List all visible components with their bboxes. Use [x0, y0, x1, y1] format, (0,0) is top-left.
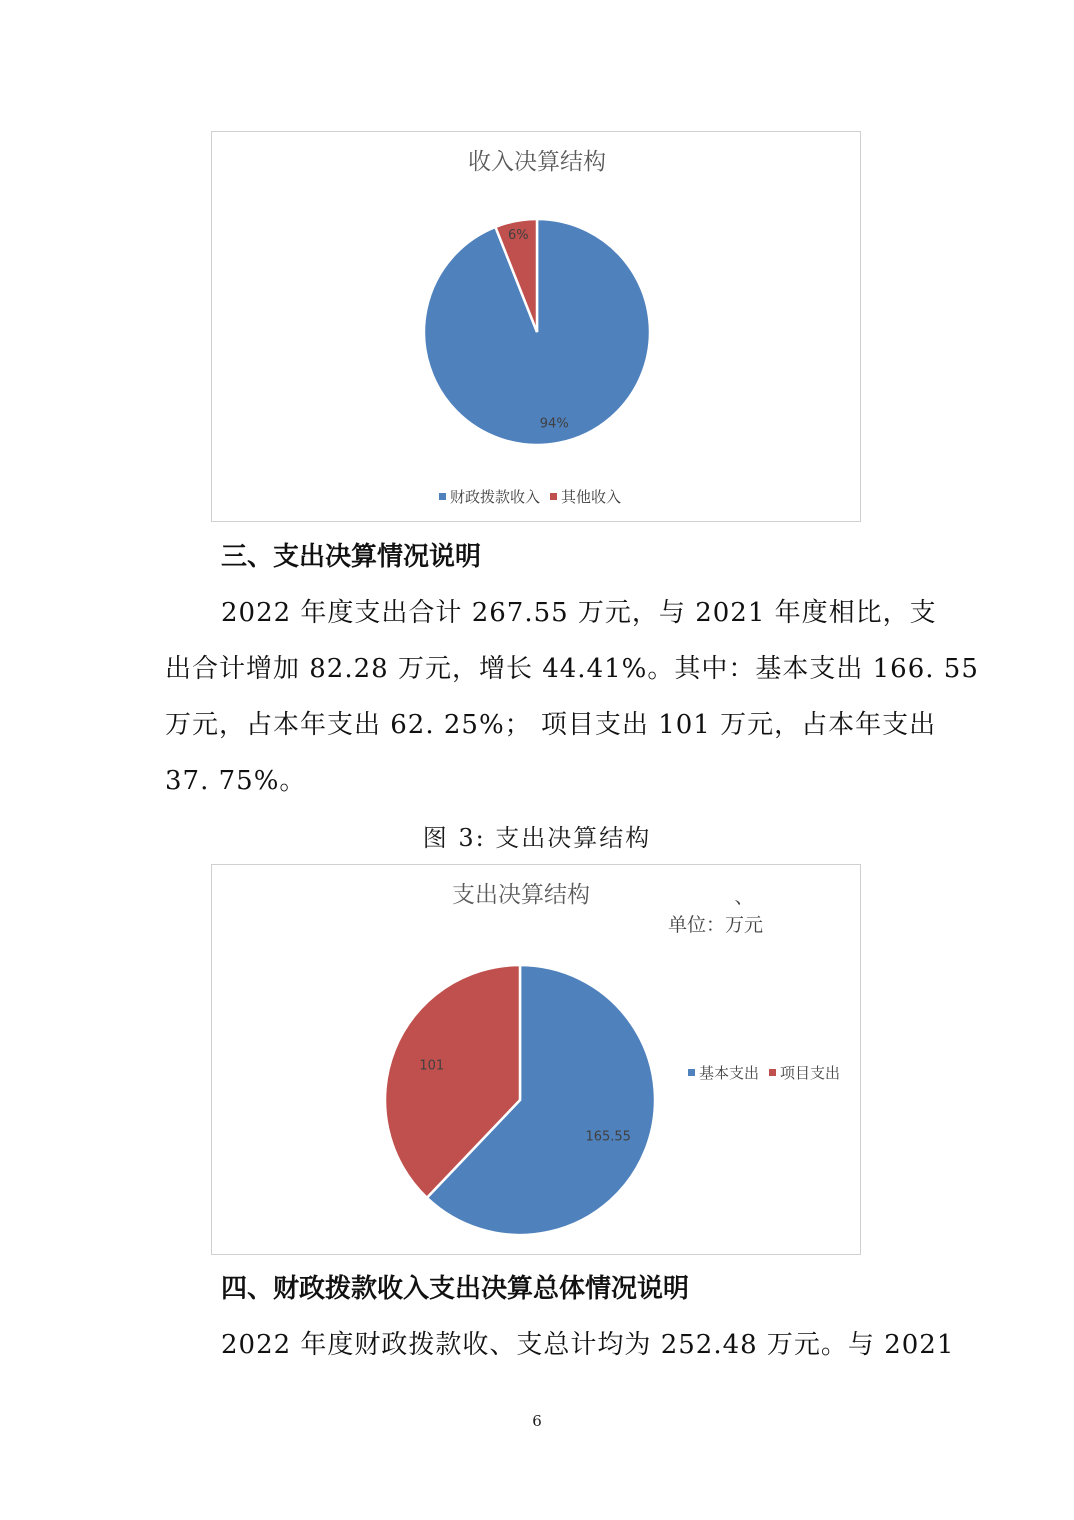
- income-pie-svg: [212, 132, 862, 523]
- income-structure-chart: [211, 131, 861, 522]
- paragraph-line: 37. 75%。: [165, 766, 307, 796]
- legend-swatch: [769, 1069, 776, 1076]
- legend-swatch: [550, 493, 557, 500]
- section-heading-fiscal-appropriation: 四、财政拨款收入支出决算总体情况说明: [221, 1274, 690, 1304]
- legend-label: 项目支出: [780, 1064, 841, 1082]
- chart-legend: [439, 488, 621, 506]
- legend-label: 财政拨款收入: [450, 488, 541, 506]
- legend-label: 基本支出: [699, 1064, 760, 1082]
- data-label: 94%: [539, 416, 569, 432]
- expenditure-structure-chart: [211, 864, 861, 1255]
- chart-title: 收入决算结构: [468, 149, 606, 175]
- data-label: 101: [419, 1058, 445, 1074]
- chart-title: 支出决算结构: [452, 882, 590, 908]
- figure-caption: 图 3: 支出决算结构: [422, 824, 652, 852]
- legend-swatch: [688, 1069, 695, 1076]
- data-label: 165.55: [585, 1129, 631, 1145]
- legend-swatch: [439, 493, 446, 500]
- paragraph-line: 出合计增加 82.28 万元，增长 44.41%。其中：基本支出 166. 55: [165, 654, 979, 684]
- legend-label: 其他收入: [561, 488, 622, 506]
- unit-label: 单位：万元: [668, 914, 764, 936]
- pie-slices: [424, 219, 650, 445]
- section-heading-expenditure: 三、支出决算情况说明: [221, 542, 482, 572]
- paragraph-line: 万元，占本年支出 62. 25%； 项目支出 101 万元，占本年支出: [165, 710, 937, 740]
- page-number: 6: [532, 1412, 542, 1430]
- paragraph-line: 2022 年度财政拨款收、支总计均为 252.48 万元。与 2021: [221, 1330, 955, 1360]
- data-label: 6%: [507, 227, 529, 243]
- chart-legend: [688, 1064, 840, 1082]
- expenditure-pie-svg: [212, 865, 862, 1256]
- paragraph-line: 2022 年度支出合计 267.55 万元，与 2021 年度相比，支: [221, 598, 937, 628]
- pie-slices: [385, 965, 655, 1235]
- chart-mark: 、: [734, 886, 754, 908]
